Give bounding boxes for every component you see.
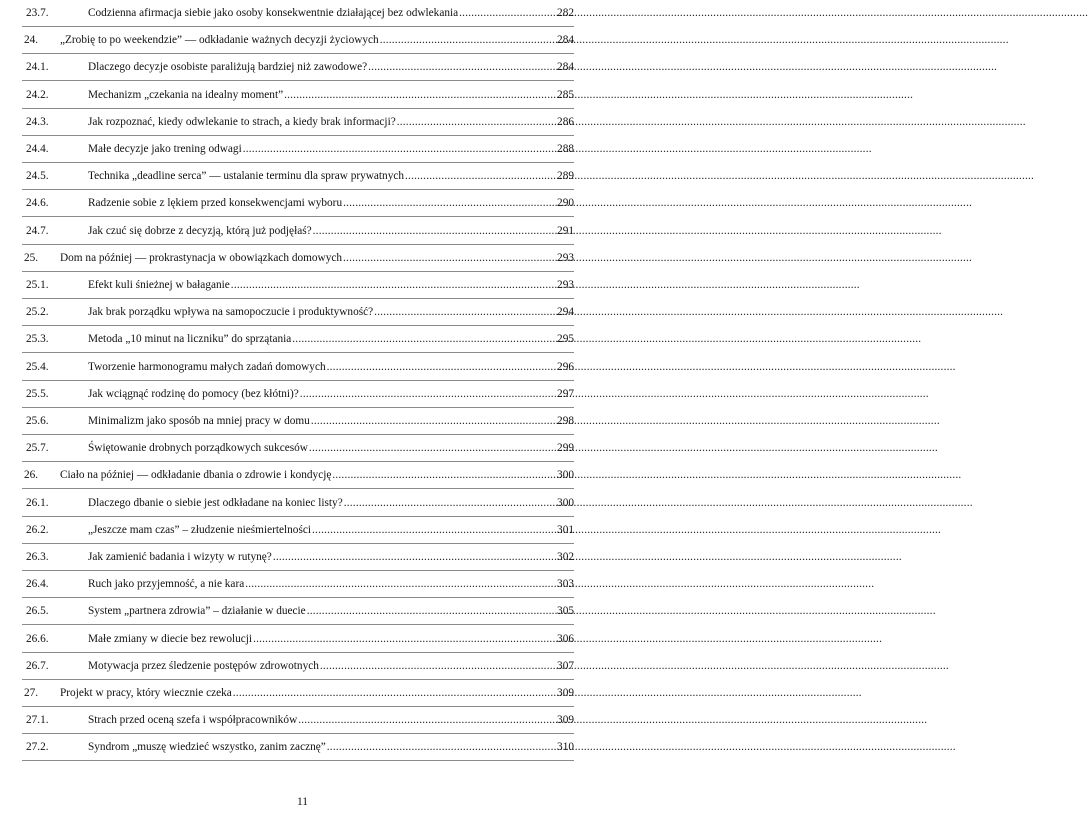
toc-entry-title: Efekt kuli śnieżnej w bałaganie [88,279,230,291]
toc-row-divider [22,407,574,408]
toc-section-entry [22,603,574,619]
toc-chapter-entry [22,467,574,483]
toc-leader-dots [368,59,556,75]
toc-entry-number: 26.1. [26,496,49,509]
toc-entry-page: 303 [557,578,574,591]
toc-entry-number: 26.4. [26,578,49,591]
toc-row-divider [22,26,574,27]
toc-row-divider [22,679,574,680]
toc-row-divider [22,53,574,54]
toc-leader-dots [253,631,556,647]
toc-entry-page: 285 [557,88,574,101]
toc-leader-dots [311,413,556,429]
toc-entry-title: Minimalizm jako sposób na mniej pracy w domu [88,415,310,427]
toc-section-entry [22,168,574,184]
toc-section-entry [22,114,574,130]
toc-section-entry [22,576,574,592]
toc-section-entry [22,549,574,565]
toc-entry-page: 310 [557,741,574,754]
toc-entry-title: Dlaczego dbanie o siebie jest odkładane na koniec listy? [88,496,343,509]
toc-entry-number: 23.7. [26,7,49,19]
toc-entry-title: Strach przed oceną szefa i współpracowników [88,714,298,727]
toc-leader-dots [344,495,556,511]
toc-entry-title: Radzenie sobie z lękiem przed konsekwencjami wyboru [88,197,343,210]
toc-section-entry [22,277,574,293]
toc-entry-title: Motywacja przez śledzenie postępów zdrowotnych [88,659,319,672]
toc-section-entry [22,658,574,674]
toc-row-divider [22,760,574,761]
toc-leader-dots [397,114,556,130]
toc-entry-page: 296 [557,360,574,373]
toc-entry-title: Codzienna afirmacja siebie jako osoby konsekwentnie działającej bez odwlekania [88,7,459,19]
page-number: 11 [296,796,309,808]
toc-leader-dots [343,195,556,211]
toc-section-entry [22,223,574,239]
toc-leader-dots [284,87,556,103]
toc-entry-number: 25.3. [26,333,49,346]
toc-entry-page: 298 [557,415,574,427]
toc-row-divider [22,597,574,598]
toc-entry-number: 25.7. [26,442,49,455]
toc-entry-title: Ciało na później — odkładanie dbania o zdrowie i kondycję [60,469,332,482]
toc-entry-title: Jak czuć się dobrze z decyzją, którą już podjęłaś? [88,224,312,237]
toc-entry-page: 309 [557,714,574,727]
toc-entry-page: 290 [557,197,574,210]
toc-entry-title: Jak brak porządku wpływa na samopoczucie i produktywność? [88,306,374,319]
toc-entry-page: 284 [557,61,574,74]
toc-entry-title: Jak rozpoznać, kiedy odwlekanie to strach, a kiedy brak informacji? [88,115,396,128]
toc-entry-page: 306 [557,632,574,645]
toc-entry-page: 300 [557,469,574,482]
toc-entry-number: 26.3. [26,551,49,563]
toc-entry-number: 24. [24,34,39,47]
toc-section-entry [22,195,574,211]
toc-row-divider [22,352,574,353]
toc-section-entry [22,712,574,728]
toc-row-divider [22,80,574,81]
toc-entry-number: 24.1. [26,61,49,74]
toc-entry-page: 288 [557,143,574,155]
toc-section-entry [22,331,574,347]
toc-row-divider [22,624,574,625]
toc-entry-title: Małe zmiany w diecie bez rewolucji [88,632,253,645]
toc-entry-page: 309 [557,687,574,699]
toc-row-divider [22,570,574,571]
toc-leader-dots [327,739,556,755]
toc-entry-number: 25.2. [26,306,49,319]
toc-leader-dots [327,359,556,375]
toc-section-entry [22,386,574,402]
toc-entry-title: „Jeszcze mam czas” – złudzenie nieśmiertelności [88,523,312,536]
toc-section-entry [22,631,574,647]
toc-chapter-entry [22,685,574,701]
toc-leader-dots [273,549,556,565]
toc-entry-number: 24.3. [26,115,49,128]
toc-entry-title: Projekt w pracy, który wiecznie czeka [60,687,232,699]
toc-entry-number: 25.5. [26,387,49,400]
toc-entry-title: Jak zamienić badania i wizyty w rutynę? [88,551,272,563]
toc-entry-page: 299 [557,442,574,455]
toc-leader-dots [405,168,556,184]
toc-row-divider [22,216,574,217]
toc-entry-title: System „partnera zdrowia” – działanie w duecie [88,605,306,618]
toc-section-entry [22,440,574,456]
toc-entry-page: 300 [557,496,574,509]
toc-leader-dots [243,141,556,157]
toc-leader-dots [292,331,556,347]
toc-row-divider [22,298,574,299]
toc-entry-number: 24.6. [26,197,49,210]
toc-leader-dots [298,712,556,728]
toc-row-divider [22,108,574,109]
toc-entry-number: 26.7. [26,659,49,672]
toc-entry-page: 282 [557,7,574,19]
toc-entry-title: Małe decyzje jako trening odwagi [88,143,242,155]
toc-row-divider [22,461,574,462]
toc-entry-number: 25.6. [26,415,49,427]
toc-row-divider [22,543,574,544]
toc-section-entry [22,141,574,157]
toc-entry-number: 27.1. [26,714,49,727]
toc-entry-number: 26. [24,469,39,482]
toc-entry-page: 289 [557,170,574,183]
toc-row-divider [22,380,574,381]
toc-section-entry [22,739,574,755]
toc-entry-page: 284 [557,34,574,47]
toc-section-entry [22,59,574,75]
toc-leader-dots [312,522,556,538]
toc-leader-dots [309,440,556,456]
toc-row-divider [22,516,574,517]
toc-entry-number: 25.1. [26,279,49,291]
toc-row-divider [22,325,574,326]
toc-leader-dots [380,32,556,48]
toc-entry-number: 25.4. [26,360,49,373]
toc-leader-dots [374,304,556,320]
toc-entry-number: 27. [24,687,39,699]
toc-section-entry [22,495,574,511]
toc-entry-page: 293 [557,251,574,264]
toc-entry-page: 286 [557,115,574,128]
toc-entry-title: Dlaczego decyzje osobiste paraliżują bardziej niż zawodowe? [88,61,368,74]
toc-row-divider [22,434,574,435]
toc-leader-dots [313,223,556,239]
toc-chapter-entry [22,250,574,266]
toc-leader-dots [343,250,556,266]
toc-section-entry [22,87,574,103]
toc-entry-number: 24.2. [26,88,49,101]
toc-row-divider [22,135,574,136]
toc-leader-dots [245,576,556,592]
toc-entry-title: Mechanizm „czekania na idealny moment” [88,88,284,101]
toc-entry-page: 301 [557,523,574,536]
toc-entry-number: 26.2. [26,523,49,536]
toc-entry-page: 295 [557,333,574,346]
toc-entry-title: Metoda „10 minut na liczniku” do sprzątania [88,333,292,346]
toc-entry-title: Dom na później — prokrastynacja w obowiązkach domowych [60,251,343,264]
toc-leader-dots [459,5,556,21]
toc-row-divider [22,733,574,734]
toc-entry-number: 26.5. [26,605,49,618]
toc-chapter-entry [22,32,574,48]
toc-entry-number: 24.4. [26,143,49,155]
toc-leader-dots [231,277,556,293]
toc-row-divider [22,652,574,653]
toc-entry-title: Jak wciągnąć rodzinę do pomocy (bez kłótni)? [88,387,299,400]
toc-row-divider [22,244,574,245]
toc-entry-number: 25. [24,251,39,264]
toc-section-entry [22,522,574,538]
toc-row-divider [22,189,574,190]
toc-entry-title: Tworzenie harmonogramu małych zadań domowych [88,360,326,373]
toc-leader-dots [320,658,556,674]
toc-entry-page: 291 [557,224,574,237]
toc-leader-dots [332,467,556,483]
toc-entry-number: 26.6. [26,632,49,645]
toc-entry-number: 24.5. [26,170,49,183]
toc-leader-dots [233,685,556,701]
toc-entry-page: 293 [557,279,574,291]
toc-entry-title: Technika „deadline serca” — ustalanie terminu dla spraw prywatnych [88,170,405,183]
toc-entry-title: Świętowanie drobnych porządkowych sukcesów [88,442,308,455]
toc-entry-page: 307 [557,659,574,672]
toc-section-entry [22,359,574,375]
toc-leader-dots [307,603,556,619]
toc-entry-title: Ruch jako przyjemność, a nie kara [88,578,245,591]
toc-entry-title: „Zrobię to po weekendzie” — odkładanie ważnych decyzji życiowych [60,34,379,47]
toc-entry-page: 294 [557,306,574,319]
toc-entry-number: 24.7. [26,224,49,237]
toc-entry-page: 297 [557,387,574,400]
toc-section-entry [22,5,574,21]
toc-row-divider [22,162,574,163]
toc-leader-dots [300,386,556,402]
toc-entry-page: 302 [557,551,574,563]
toc-row-divider [22,488,574,489]
toc-entry-page: 305 [557,605,574,618]
toc-section-entry [22,413,574,429]
toc-entry-title: Syndrom „muszę wiedzieć wszystko, zanim zacznę” [88,741,326,754]
toc-entry-number: 27.2. [26,741,49,754]
toc-section-entry [22,304,574,320]
toc-row-divider [22,271,574,272]
toc-row-divider [22,706,574,707]
